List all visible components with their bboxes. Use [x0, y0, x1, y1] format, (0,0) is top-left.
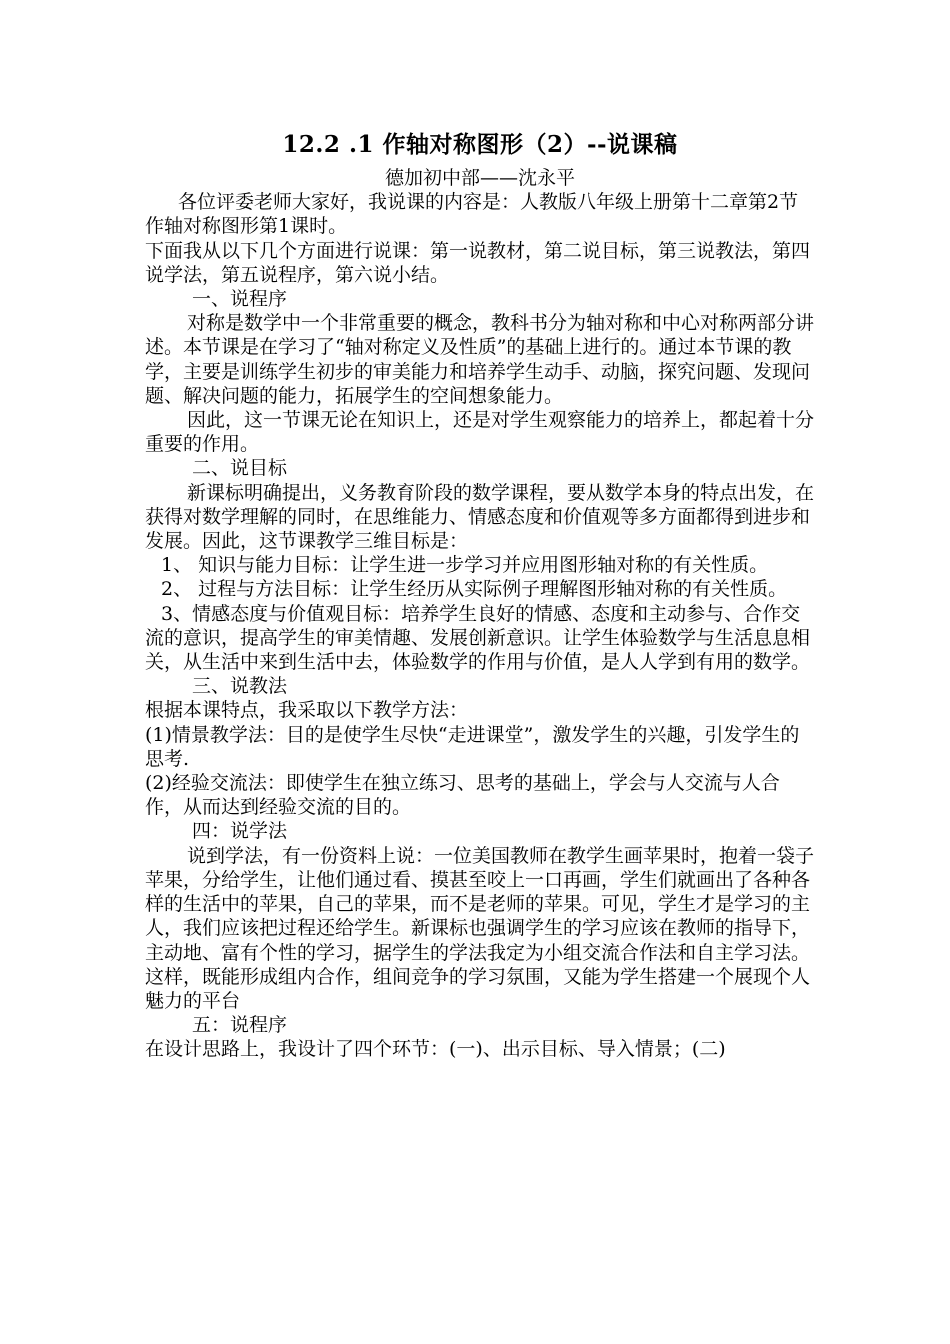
outline-paragraph: 下面我从以下几个方面进行说课：第一说教材，第二说目标，第三说教法，第四说学法，第五说程序，第六说小结。: [145, 239, 811, 286]
section-heading-2: 二、说目标: [192, 457, 288, 480]
body-paragraph: 说到学法，有一份资料上说：一位美国教师在教学生画苹果时，抱着一袋子苹果，分给学生，让他们通过看、摸甚至咬上一口再画，学生们就画出了各种各样的生活中的苹果，自己的苹果，而不是老师的苹果。可见，学生才是学习的主人，我们应该把过程还给学生。新课标也强调学生的学习应该在教师的指导下，主动地、富有个性的学习，据学生的学法我定为小组交流合作法和自主学习法。这样，既能形成组内合作，组间竞争的学习氛围，又能为学生搭建一个展现个人魅力的平台: [145, 844, 815, 1012]
method-item-2: (2)经验交流法：即使学生在独立练习、思考的基础上，学会与人交流与人合作，从而达到经验交流的目的。: [145, 772, 780, 819]
body-paragraph: 对称是数学中一个非常重要的概念，教科书分为轴对称和中心对称两部分讲述。本节课是在学习了“轴对称定义及性质”的基础上进行的。通过本节课的教学，主要是训练学生初步的审美能力和培养学生动手、动脑，探究问题、发现问题、解决问题的能力，拓展学生的空间想象能力。: [145, 312, 815, 407]
section-heading-4: 四：说学法: [192, 820, 288, 843]
body-paragraph: 新课标明确提出，义务教育阶段的数学课程，要从数学本身的特点出发，在获得对数学理解的同时，在思维能力、情感态度和价值观等多方面都得到进步和发展。因此，这节课教学三维目标是：: [145, 481, 815, 553]
section-heading-1: 一、说程序: [192, 288, 288, 311]
body-paragraph: 在设计思路上，我设计了四个环节：(一)、出示目标、导入情景；(二): [145, 1038, 726, 1061]
goal-item-3: 3、情感态度与价值观目标：培养学生良好的情感、态度和主动参与、合作交流的意识，提高学生的审美情趣、发展创新意识。让学生体验数学与生活息息相关，从生活中来到生活中去，体验数学的作用与价值，是人人学到有用的数学。: [145, 602, 811, 674]
method-item-1: (1)情景教学法：目的是使学生尽快“走进课堂”，激发学生的兴趣，引发学生的思考.: [145, 723, 800, 770]
goal-item-2: 2、 过程与方法目标：让学生经历从实际例子理解图形轴对称的有关性质。: [161, 578, 788, 601]
body-paragraph: 因此，这一节课无论在知识上，还是对学生观察能力的培养上，都起着十分重要的作用。: [145, 409, 815, 456]
document-title: 12.2 .1 作轴对称图形（2）--说课稿: [282, 131, 678, 158]
intro-paragraph: 各位评委老师大家好，我说课的内容是：人教版八年级上册第十二章第2节作轴对称图形第1课时。: [145, 191, 799, 238]
document-body: [145, 130, 815, 1062]
author-line: 德加初中部——沈永平: [384, 167, 575, 189]
section-heading-3: 三、说教法: [192, 675, 288, 698]
body-paragraph: 根据本课特点，我采取以下教学方法：: [145, 699, 469, 722]
goal-item-1: 1、 知识与能力目标：让学生进一步学习并应用图形轴对称的有关性质。: [161, 554, 769, 577]
section-heading-5: 五：说程序: [192, 1014, 288, 1037]
